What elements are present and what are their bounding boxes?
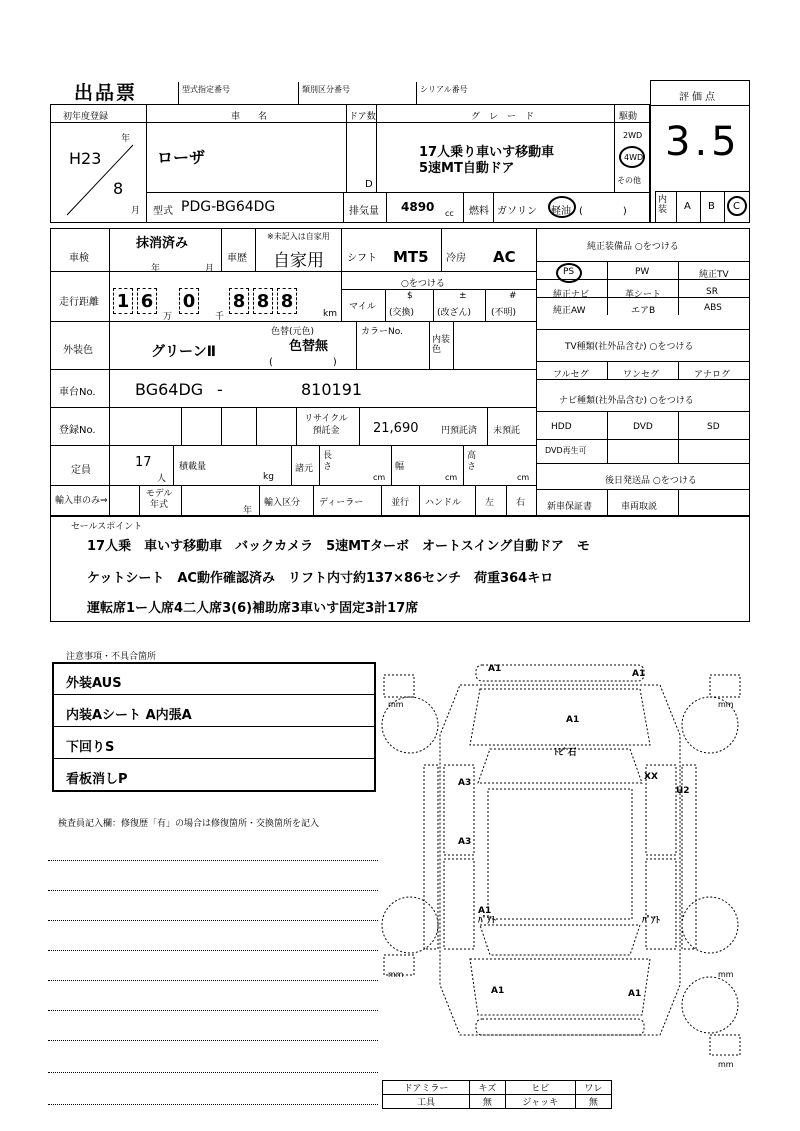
interior-c-circle: [727, 196, 747, 216]
handle-right: 右: [516, 498, 526, 508]
length-label: 長さ: [323, 451, 333, 472]
capacity-unit: 人: [157, 474, 167, 484]
drive-2wd: 2WD: [623, 131, 643, 140]
tv-fullseg: フルセグ: [553, 370, 589, 380]
equip-aw: 純正AW: [553, 306, 586, 316]
equip-sr: SR: [706, 287, 718, 297]
history-note: ※未記入は自家用: [267, 232, 330, 241]
tool-label: 工具: [383, 1095, 470, 1109]
chassis-label: 車台No.: [59, 387, 96, 398]
recycle-deposited: 円預託済: [441, 426, 478, 436]
parallel-option: 並行: [391, 498, 410, 508]
history-value: 自家用: [273, 251, 324, 271]
jack-value: 無: [575, 1095, 611, 1109]
interior-c: C: [733, 201, 740, 212]
interior-label: 内装: [658, 195, 668, 215]
inspection-month: 月: [205, 264, 215, 274]
import-type-label: 輸入区分: [264, 498, 301, 508]
mm-label-1: mm: [388, 700, 404, 709]
mm-label-2: mm: [718, 700, 734, 709]
navi-title: ナビ種類(社外品含む) ○をつける: [559, 396, 694, 406]
model-label: 型式: [153, 206, 173, 217]
drive-4wd: 4WD: [624, 153, 644, 162]
door-label: ドア数: [349, 112, 376, 122]
chassis-dash: -: [217, 380, 223, 399]
grade-score: 3.5: [665, 119, 741, 165]
color-value: グリーンⅡ: [151, 344, 216, 360]
damage-mark-front-right: A1: [632, 669, 646, 679]
mirror-header-crack: ヒビ: [505, 1081, 575, 1095]
damage-mark-right-front-door: XX: [644, 772, 658, 782]
serial-number-label: シリアル番号: [420, 85, 468, 94]
fuel-gasoline: ガソリン: [497, 206, 537, 217]
sales-line-1: 17人乗 車いす移動車 バックカメラ 5速MTターボ オートスイング自動ドア モ: [87, 539, 590, 554]
chassis-model: BG64DG: [135, 380, 204, 399]
damage-mark-hood: A1: [566, 715, 580, 725]
inspection-year: 年: [151, 264, 161, 274]
form-title: 出品票: [74, 82, 138, 104]
car-name-label: 車 名: [231, 112, 268, 122]
note-item-4: 看板消しP: [66, 772, 128, 787]
exchange-sign: $: [407, 291, 413, 301]
repaint-label: 色替(元色): [271, 327, 315, 337]
chassis-number: 810191: [301, 380, 363, 399]
ac-label: 冷房: [446, 253, 466, 264]
handle-left: 左: [485, 498, 495, 508]
exchange-option: (交換): [389, 308, 415, 318]
unknown-option: (不明): [491, 308, 517, 318]
equip-tv: 純正TV: [699, 270, 729, 280]
dims-label: 諸元: [295, 464, 314, 474]
capacity-label: 定員: [71, 465, 91, 476]
navi-hdd: HDD: [551, 422, 572, 432]
mm-label-3: mm: [388, 970, 404, 979]
fuel-diesel: 軽油: [551, 206, 571, 217]
length-unit: cm: [373, 473, 386, 482]
equipment-title: 純正装備品 ○をつける: [587, 242, 679, 252]
odo-digit-6: 8: [277, 288, 297, 314]
docs-manual: 車両取説: [621, 502, 658, 512]
navi-dvd-play: DVD再生可: [545, 446, 587, 455]
equip-ps-circle: [556, 263, 582, 283]
import-label: 輸入車のみ⇒: [55, 496, 108, 506]
year-label: 年: [121, 134, 131, 144]
tamper-option: (改ざん): [437, 308, 472, 318]
navi-sd: SD: [707, 422, 720, 432]
tv-analog: アナログ: [694, 370, 731, 380]
sales-points: [50, 516, 750, 622]
recycle-label: リサイクル預託金: [304, 414, 348, 436]
notes-box: [52, 662, 376, 792]
shift-label: シフト: [347, 253, 377, 264]
date-slash: [61, 141, 141, 219]
color-no-label: カラーNo.: [361, 327, 403, 337]
model-code: PDG-BG64DG: [181, 199, 276, 215]
grade-label: グ レ ー ド: [471, 112, 535, 122]
recycle-not-deposited: 未預託: [493, 426, 521, 436]
tool-value: 無: [469, 1095, 505, 1109]
width-label: 幅: [395, 462, 405, 472]
notes-label: 注意事項・不具合箇所: [66, 652, 157, 662]
repaint-paren: ( ): [269, 357, 337, 368]
sales-line-3: 運転席1ー人席4二人席3(6)補助席3車いす固定3計17席: [87, 601, 419, 616]
grade-line2: 5速MT自動ドア: [419, 161, 515, 176]
damage-mark-left-front-door: A3: [458, 778, 472, 788]
mm-label-4: mm: [718, 970, 734, 979]
handle-label: ハンドル: [425, 498, 462, 508]
color-label: 外装色: [63, 345, 93, 356]
dealer-option: ディーラー: [319, 498, 364, 508]
equip-abs: ABS: [704, 303, 722, 313]
damage-mark-front-left: A1: [488, 664, 502, 674]
ac-value: AC: [493, 248, 516, 266]
vehicle-basic-info: [50, 104, 650, 223]
note-item-3: 下回りS: [66, 740, 115, 755]
equip-leather: 革シート: [625, 290, 662, 300]
damage-mark-rear-left: A1: [491, 986, 505, 996]
damage-mark-right-skirt: U2: [676, 786, 690, 796]
equip-pw: PW: [635, 267, 650, 277]
history-label: 車歴: [227, 253, 247, 264]
mirror-tool-table: [382, 1080, 612, 1109]
model-year-unit: 年: [243, 506, 253, 516]
month-label: 月: [131, 206, 141, 216]
odo-digit-3: 0: [179, 288, 199, 314]
class-number-label: 類別区分番号: [302, 85, 350, 94]
displacement-label: 排気量: [349, 206, 379, 217]
sen-unit: 千: [215, 312, 225, 322]
fuel-label: 燃料: [469, 206, 489, 217]
interior-a: A: [684, 201, 691, 212]
tv-title: TV種類(社外品含む) ○をつける: [565, 342, 694, 352]
damage-mark-right-rear-fender: ﾊﾟｱﾄ: [642, 916, 661, 926]
damage-mark-left-rear-fender: A1 ﾊﾟｱﾄ: [478, 906, 497, 926]
car-name: ローザ: [157, 148, 206, 167]
mileage-label: 走行距離: [59, 297, 99, 308]
mirror-header-door-mirror: ドアミラー: [383, 1081, 470, 1095]
door-value: D: [365, 179, 373, 190]
equip-airbag: エアB: [631, 306, 656, 316]
jack-label: ジャッキ: [505, 1095, 575, 1109]
interior-color-label: 内装色: [432, 335, 451, 355]
interior-b: B: [708, 201, 715, 212]
drive-label: 駆動: [619, 112, 638, 122]
unknown-sign: #: [509, 291, 517, 301]
damage-mark-rear-right: A1: [628, 989, 642, 999]
drive-4wd-circle: [619, 146, 645, 168]
mileage-circle-note: ○をつける: [401, 279, 445, 289]
fuel-other-paren: ( ): [579, 206, 627, 217]
inspector-label: 検査員記入欄：修復歴「有」の場合は修復箇所・交換箇所を記入: [58, 819, 320, 829]
note-item-2: 内装Aシート A内張A: [66, 708, 192, 723]
first-reg-month: 8: [113, 179, 124, 198]
equip-navi: 純正ナビ: [553, 290, 590, 300]
registration-label: 登録No.: [59, 425, 96, 436]
model-year-label: モデル年式: [145, 489, 173, 510]
height-label: 高さ: [467, 451, 477, 472]
drive-other: その他: [617, 176, 641, 185]
type-designation-label: 型式指定番号: [182, 85, 230, 94]
km-unit: km: [323, 309, 337, 319]
odo-digit-2: 6: [137, 288, 157, 314]
first-reg-era: H23: [69, 149, 102, 168]
load-label: 積載量: [179, 462, 207, 472]
sales-line-2: ケットシート AC動作確認済み リフト内寸約137×86センチ 荷重364キロ: [87, 571, 554, 586]
fuel-diesel-circle: [548, 196, 576, 218]
shift-value: MT5: [393, 248, 429, 266]
inspection-value: 抹消済み: [136, 236, 189, 251]
docs-title: 後日発送品 ○をつける: [605, 476, 697, 486]
recycle-value: 21,690: [373, 421, 419, 436]
sales-points-label: セールスポイント: [71, 522, 143, 532]
mile-option: マイル: [349, 302, 376, 312]
displacement: 4890: [401, 200, 435, 214]
mirror-header-scratch: キズ: [469, 1081, 505, 1095]
first-reg-label: 初年度登録: [63, 112, 109, 122]
docs-warranty: 新車保証書: [547, 502, 593, 512]
damage-mark-left-rear-door: A3: [458, 837, 472, 847]
load-unit: kg: [263, 472, 274, 482]
inspection-label: 車検: [69, 253, 89, 264]
mm-label-5: mm: [718, 1060, 734, 1069]
capacity-value: 17: [135, 455, 152, 470]
grade-line1: 17人乗り車いす移動車: [419, 145, 555, 160]
odo-digit-1: 1: [113, 288, 133, 314]
mirror-header-break: ワレ: [575, 1081, 611, 1095]
navi-dvd: DVD: [633, 422, 653, 432]
repaint-value: 色替無: [289, 339, 329, 354]
grade-score-label: 評価点: [679, 92, 718, 103]
damage-mark-windshield: ﾄﾋﾞ石: [554, 748, 577, 758]
equip-ps: PS: [563, 267, 575, 277]
man-unit: 万: [163, 312, 173, 322]
width-unit: cm: [445, 473, 458, 482]
odo-digit-4: 8: [229, 288, 249, 314]
odo-digit-5: 8: [253, 288, 273, 314]
tv-oneseg: ワンセグ: [623, 370, 660, 380]
note-item-1: 外装AUS: [66, 676, 122, 691]
tamper-sign: ±: [459, 291, 467, 301]
vehicle-details: [50, 228, 750, 516]
cc-unit: cc: [445, 209, 454, 218]
height-unit: cm: [517, 473, 530, 482]
